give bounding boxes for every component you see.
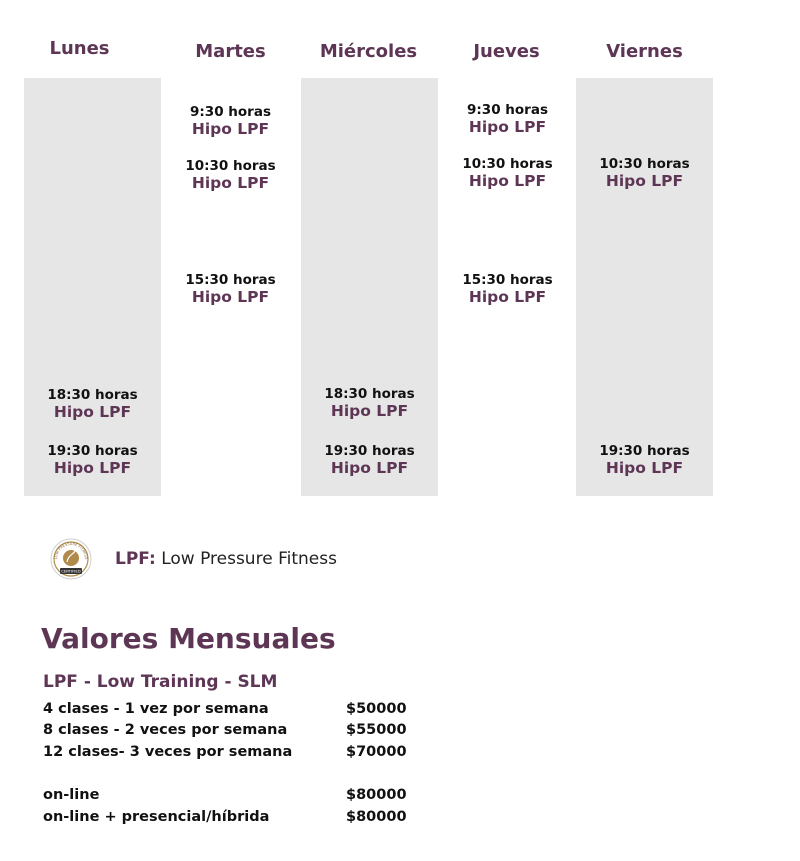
- price-row: [43, 701, 423, 717]
- schedule-slot: [24, 387, 161, 421]
- slot-class: Hipo LPF: [330, 402, 409, 420]
- logo-badge-text: CERTIFIED: [61, 568, 81, 574]
- day-header-miercoles: Miércoles: [319, 41, 418, 62]
- price-value: $80000: [346, 787, 407, 803]
- slot-class: Hipo LPF: [468, 172, 547, 190]
- price-row: [43, 722, 423, 738]
- column-viernes: [576, 78, 713, 496]
- legend-text: Low Pressure Fitness: [161, 549, 337, 569]
- day-header-jueves: Jueves: [473, 41, 540, 62]
- schedule-slot: [301, 386, 438, 420]
- schedule-slot: [162, 158, 299, 192]
- slot-time: 19:30 horas: [47, 443, 138, 459]
- schedule-slot: [576, 443, 713, 477]
- slot-class: Hipo LPF: [53, 459, 132, 477]
- legend-abbr: LPF:: [115, 549, 156, 569]
- slot-class: Hipo LPF: [53, 403, 132, 421]
- day-header-viernes: Viernes: [606, 41, 683, 62]
- schedule-slot: [301, 443, 438, 477]
- price-label: 4 clases - 1 vez por semana: [43, 701, 269, 717]
- price-label: 8 clases - 2 veces por semana: [43, 722, 288, 738]
- logo-arc-text: LOW PRESSURE FITNESS: [53, 541, 89, 560]
- schedule-slot: [576, 156, 713, 190]
- slot-time: 19:30 horas: [599, 443, 690, 459]
- slot-time: 10:30 horas: [185, 158, 276, 174]
- slot-time: 15:30 horas: [462, 272, 553, 288]
- schedule-slot: [439, 102, 576, 136]
- slot-time: 19:30 horas: [324, 443, 415, 459]
- schedule-slot: [439, 272, 576, 306]
- price-label: on-line + presencial/híbrida: [43, 809, 270, 825]
- day-header-lunes: Lunes: [49, 38, 110, 59]
- price-label: on-line: [43, 787, 100, 803]
- lpf-certified-logo-icon: [50, 538, 92, 580]
- price-label: 12 clases- 3 veces por semana: [43, 744, 293, 760]
- column-lunes: [24, 78, 161, 496]
- slot-class: Hipo LPF: [605, 459, 684, 477]
- slot-class: Hipo LPF: [191, 288, 270, 306]
- price-row: [43, 809, 423, 825]
- legend: [115, 549, 337, 569]
- slot-time: 15:30 horas: [185, 272, 276, 288]
- price-row: [43, 744, 423, 760]
- slot-time: 18:30 horas: [47, 387, 138, 403]
- slot-class: Hipo LPF: [605, 172, 684, 190]
- slot-class: Hipo LPF: [330, 459, 409, 477]
- day-header-martes: Martes: [195, 41, 266, 62]
- pricing-subtitle: LPF - Low Training - SLM: [43, 672, 278, 692]
- pricing-title: Valores Mensuales: [41, 622, 336, 655]
- price-value: $80000: [346, 809, 407, 825]
- slot-time: 10:30 horas: [599, 156, 690, 172]
- slot-time: 9:30 horas: [190, 104, 271, 120]
- schedule-slot: [162, 272, 299, 306]
- price-row: [43, 787, 423, 803]
- slot-class: Hipo LPF: [191, 120, 270, 138]
- price-value: $70000: [346, 744, 407, 760]
- slot-time: 18:30 horas: [324, 386, 415, 402]
- schedule-slot: [439, 156, 576, 190]
- slot-class: Hipo LPF: [468, 288, 547, 306]
- schedule-slot: [24, 443, 161, 477]
- slot-time: 9:30 horas: [467, 102, 548, 118]
- slot-class: Hipo LPF: [468, 118, 547, 136]
- column-miercoles: [301, 78, 438, 496]
- price-value: $50000: [346, 701, 407, 717]
- slot-time: 10:30 horas: [462, 156, 553, 172]
- slot-class: Hipo LPF: [191, 174, 270, 192]
- schedule-slot: [162, 104, 299, 138]
- price-value: $55000: [346, 722, 407, 738]
